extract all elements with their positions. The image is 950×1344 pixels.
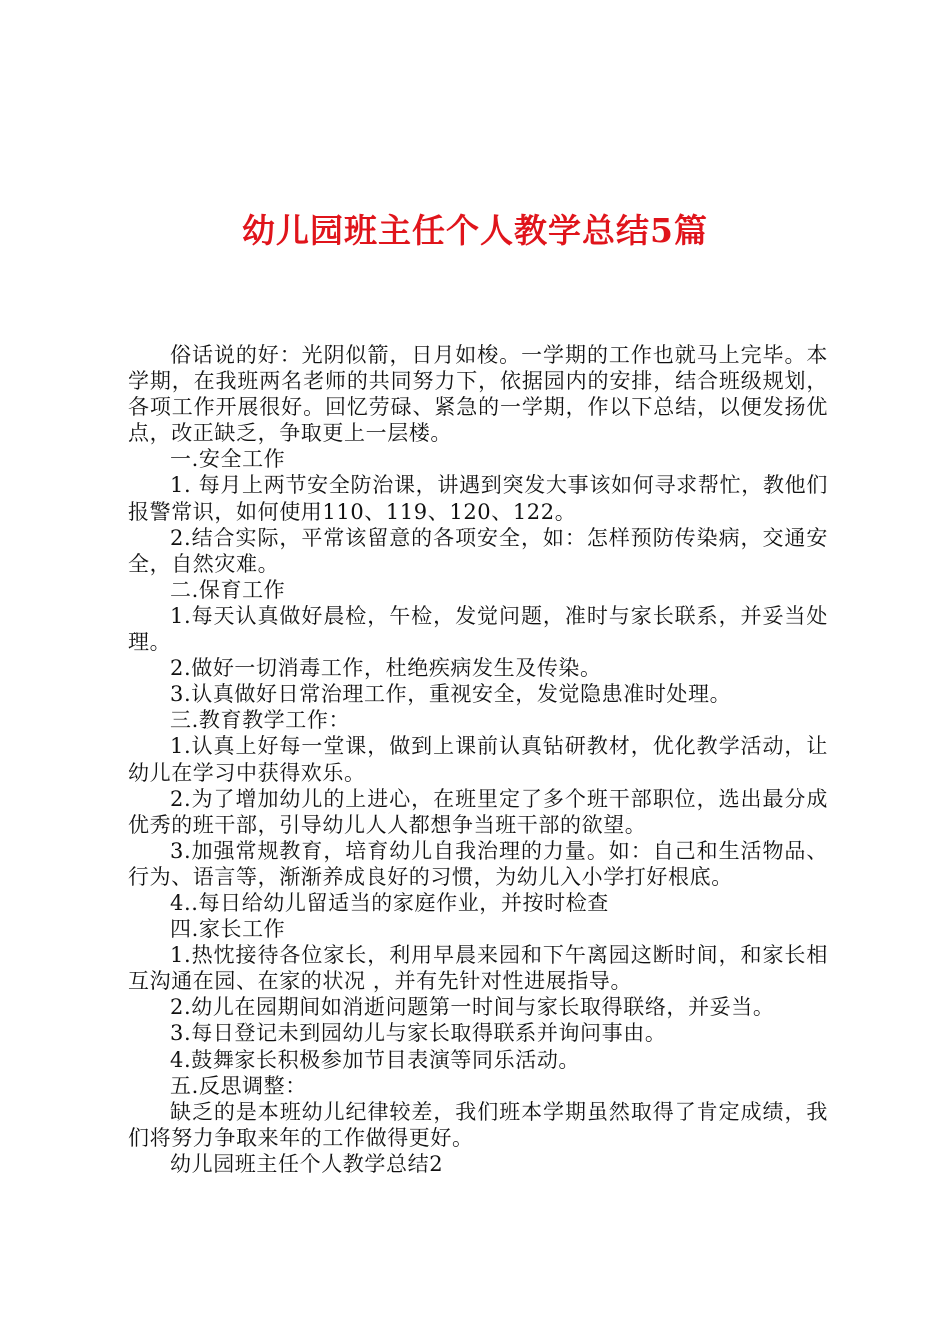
list-item: 3.认真做好日常治理工作，重视安全，发觉隐患准时处理。	[170, 682, 732, 707]
section-heading-care: 二.保育工作	[170, 577, 286, 602]
list-item: 1.每天认真做好晨检，午检，发觉问题，准时与家长联系，并妥当处理。	[128, 603, 828, 655]
list-item: 1.认真上好每一堂课，做到上课前认真钻研教材，优化教学活动，让幼儿在学习中获得欢乐。	[128, 734, 828, 785]
list-item: 2.幼儿在园期间如消逝问题第一时间与家长取得联络，并妥当。	[170, 995, 775, 1020]
intro-paragraph: 俗话说的好：光阴似箭，日月如梭。一学期的工作也就马上完毕。本学期，在我班两名老师的共同努力下，依据园内的安排，结合班级规划，各项工作开展很好。回忆劳碌、紧急的一学期，作以下总结，以便发扬优点，改正缺乏，争取更上一层楼。	[128, 343, 828, 446]
list-item: 3.每日登记未到园幼儿与家长取得联系并询问事由。	[170, 1021, 667, 1046]
list-item: 1. 每月上两节安全防治课，讲遇到突发大事该如何寻求帮忙，教他们报警常识，如何使用110、119、120、122。	[128, 473, 828, 524]
document-title: 幼儿园班主任个人教学总结5篇	[242, 211, 708, 250]
reflection-paragraph: 缺乏的是本班幼儿纪律较差，我们班本学期虽然取得了肯定成绩，我们将努力争取来年的工作做得更好。	[128, 1099, 828, 1150]
section-heading-parents: 四.家长工作	[170, 917, 286, 942]
list-item: 3.加强常规教育，培育幼儿自我治理的力量。如：自己和生活物品、行为、语言等，渐渐养成良好的习惯，为幼儿入小学打好根底。	[128, 838, 828, 889]
section-heading-teaching: 三.教育教学工作：	[170, 708, 351, 733]
next-section-title: 幼儿园班主任个人教学总结2	[170, 1151, 444, 1176]
list-item: 1.热忱接待各位家长，利用早晨来园和下午离园这断时间，和家长相互沟通在园、在家的状况 ，并有先针对性进展指导。	[128, 943, 828, 994]
document-body	[128, 342, 828, 1177]
list-item: 4.鼓舞家长积极参加节目表演等同乐活动。	[170, 1047, 581, 1072]
list-item: 2.结合实际，平常该留意的各项安全，如：怎样预防传染病，交通安全，自然灾难。	[128, 525, 828, 576]
list-item: 4..每日给幼儿留适当的家庭作业，并按时检查	[170, 890, 609, 915]
section-heading-reflection: 五.反思调整：	[170, 1073, 307, 1098]
list-item: 2.为了增加幼儿的上进心，在班里定了多个班干部职位，选出最分成优秀的班干部，引导幼儿人人都想争当班干部的欲望。	[128, 786, 828, 837]
list-item: 2.做好一切消毒工作，杜绝疾病发生及传染。	[170, 656, 602, 681]
section-heading-safety: 一.安全工作	[170, 447, 286, 472]
